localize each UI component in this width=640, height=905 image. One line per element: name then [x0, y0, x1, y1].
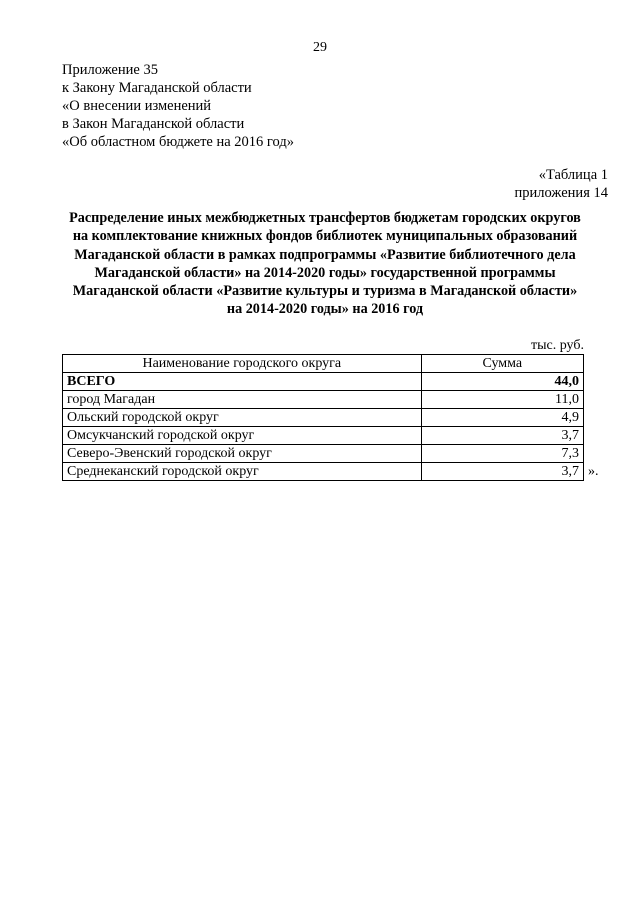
column-header-district: Наименование городского округа — [63, 355, 422, 373]
district-name: Омсукчанский городской округ — [63, 427, 422, 445]
closing-quote-mark: ». — [588, 464, 599, 479]
annex-line: Приложение 35 — [62, 62, 158, 78]
table-row — [63, 427, 584, 445]
title-line: Магаданской области в рамках подпрограммы «Развитие библиотечного дела — [74, 246, 576, 263]
total-sum: 44,0 — [421, 373, 583, 391]
district-sum: 3,7 — [421, 427, 583, 445]
annex-line: «О внесении изменений — [62, 98, 212, 114]
district-sum: 3,7 — [421, 463, 583, 481]
title-line: Магаданской области» на 2014-2020 годы» государственной программы — [94, 264, 556, 281]
district-sum: 4,9 — [421, 409, 583, 427]
title-line: Распределение иных межбюджетных трансфертов бюджетам городских округов — [69, 210, 581, 226]
table-row — [63, 463, 584, 481]
title-line: Магаданской области «Развитие культуры и туризма в Магаданской области» — [72, 283, 578, 300]
document-title — [40, 209, 610, 319]
table-reference-line: «Таблица 1 — [538, 167, 608, 183]
total-label: ВСЕГО — [63, 373, 422, 391]
annex-header — [62, 61, 294, 151]
table-reference-line: приложения 14 — [514, 185, 608, 201]
table-row — [63, 445, 584, 463]
district-sum: 11,0 — [421, 391, 583, 409]
annex-line: в Закон Магаданской области — [62, 116, 245, 132]
district-name: Северо-Эвенский городской округ — [63, 445, 422, 463]
table-row — [63, 409, 584, 427]
page-number: 29 — [313, 40, 327, 55]
district-name: Среднеканский городской округ — [63, 463, 422, 481]
table-reference — [515, 166, 608, 202]
table-row — [63, 391, 584, 409]
title-line: на комплектование книжных фондов библиотек муниципальных образований — [72, 228, 578, 245]
annex-line: к Закону Магаданской области — [62, 80, 252, 96]
district-sum: 7,3 — [421, 445, 583, 463]
title-line: на 2014-2020 годы» на 2016 год — [226, 301, 424, 318]
district-name: Ольский городской округ — [63, 409, 422, 427]
district-name: город Магадан — [63, 391, 422, 409]
table-row-total — [63, 373, 584, 391]
units-label: тыс. руб. — [531, 338, 584, 353]
transfers-table — [62, 354, 584, 481]
column-header-sum: Сумма — [421, 355, 583, 373]
annex-line: «Об областном бюджете на 2016 год» — [62, 134, 294, 150]
table-header-row — [63, 355, 584, 373]
